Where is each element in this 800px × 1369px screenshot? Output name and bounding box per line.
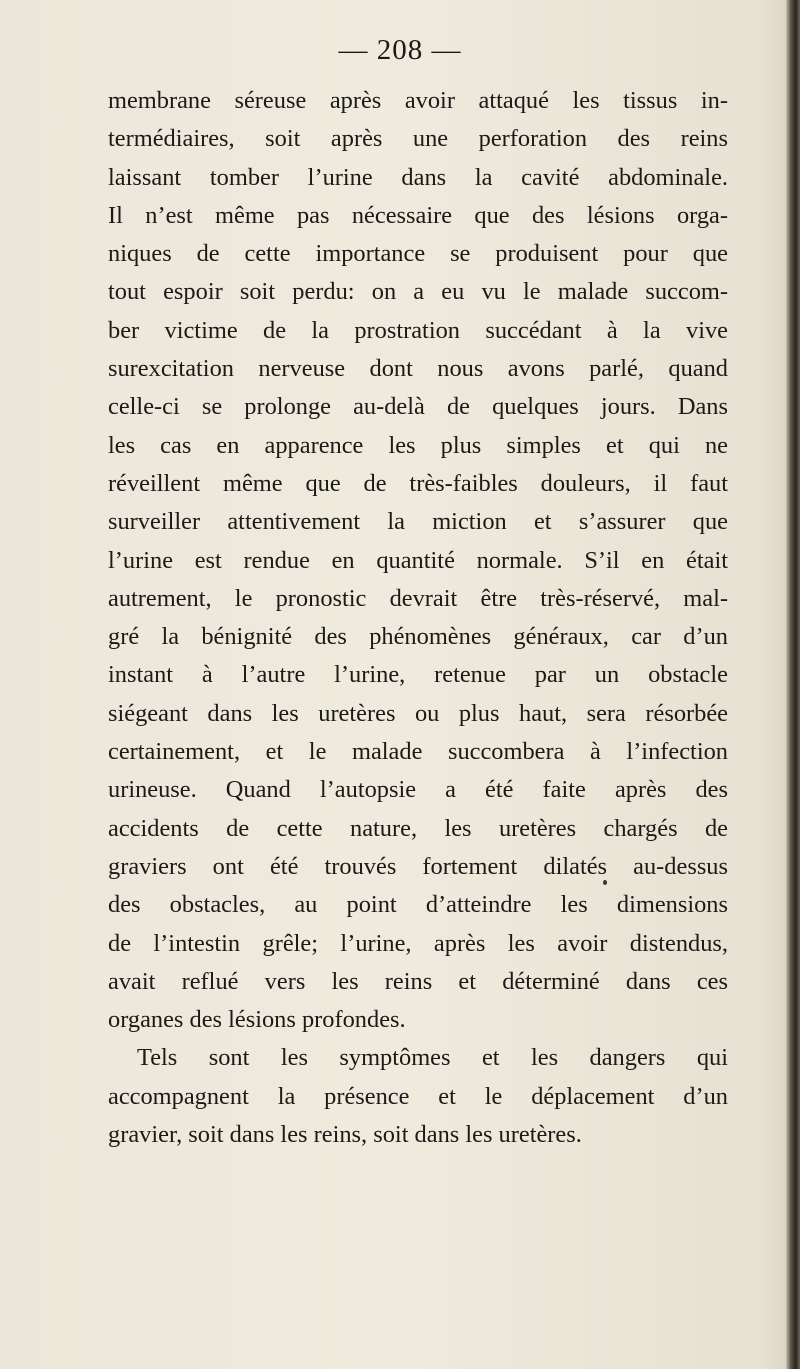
text-line: Tels sont les symptômes et les dangers qui [137, 1044, 728, 1072]
text-line: des obstacles, au point d’atteindre les dimensions [108, 891, 728, 919]
text-line: graviers ont été trouvés fortement dilatés au-dessus [108, 852, 728, 880]
ink-speck [603, 880, 607, 885]
page-number: — 208 — [338, 34, 462, 66]
text-line: autrement, le pronostic devrait être très-réservé, mal- [108, 584, 728, 612]
body-text [108, 82, 728, 1154]
text-line: certainement, et le malade succombera à l’infection [108, 738, 728, 766]
text-line: niques de cette importance se produisent pour que [108, 240, 728, 268]
text-line: laissant tomber l’urine dans la cavité abdominale. [108, 163, 728, 191]
text-line: surveiller attentivement la miction et s’assurer que [108, 508, 728, 536]
text-line: accidents de cette nature, les uretères chargés de [108, 814, 728, 842]
text-line: termédiaires, soit après une perforation des reins [108, 125, 728, 153]
text-line: instant à l’autre l’urine, retenue par un obstacle [108, 661, 728, 689]
text-line: siégeant dans les uretères ou plus haut, sera résorbée [108, 699, 728, 727]
text-line: les cas en apparence les plus simples et qui ne [108, 431, 728, 459]
text-line: gravier, soit dans les reins, soit dans les uretères. [108, 1121, 582, 1149]
text-line: réveillent même que de très-faibles douleurs, il faut [108, 469, 728, 497]
text-line: surexcitation nerveuse dont nous avons parlé, quand [108, 355, 728, 383]
text-line: gré la bénignité des phénomènes généraux, car d’un [108, 623, 728, 651]
text-line: membrane séreuse après avoir attaqué les tissus in- [108, 87, 728, 114]
text-line: celle-ci se prolonge au-delà de quelques jours. Dans [108, 393, 728, 421]
text-line: avait reflué vers les reins et déterminé dans ces [108, 967, 728, 995]
text-line: l’urine est rendue en quantité normale. S’il en était [108, 546, 728, 574]
text-line: ber victime de la prostration succédant à la vive [108, 316, 728, 344]
text-line: Il n’est même pas nécessaire que des lésions orga- [108, 201, 728, 229]
text-line: organes des lésions profondes. [108, 1006, 406, 1034]
text-line: tout espoir soit perdu: on a eu vu le malade succom- [108, 278, 728, 306]
page-edge-shadow [786, 0, 800, 1369]
text-line: accompagnent la présence et le déplacement d’un [108, 1082, 728, 1110]
text-line: de l’intestin grêle; l’urine, après les avoir distendus, [108, 929, 728, 957]
text-line: urineuse. Quand l’autopsie a été faite après des [108, 776, 728, 804]
